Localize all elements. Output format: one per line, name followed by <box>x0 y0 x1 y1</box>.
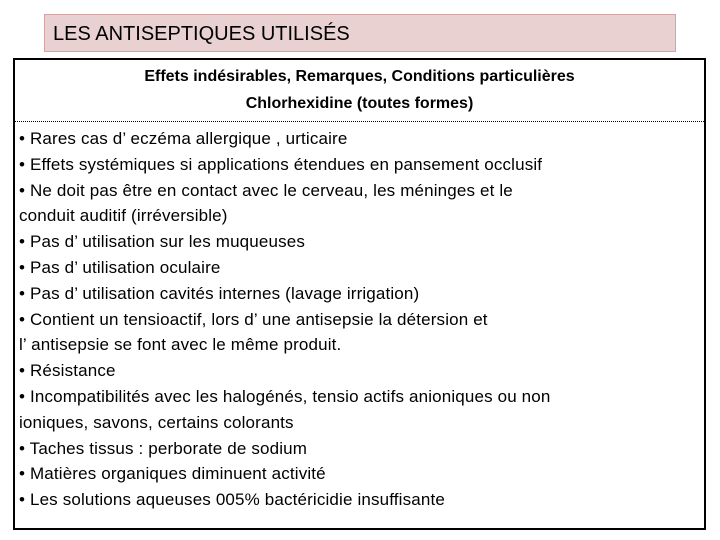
body-line: l’ antisepsie se font avec le même produit. <box>19 335 342 354</box>
body-line: • Contient un tensioactif, lors d’ une antisepsie la détersion et <box>19 310 488 329</box>
body-line: • Pas d’ utilisation sur les muqueuses <box>19 232 305 251</box>
info-table <box>13 58 706 530</box>
table-body <box>15 122 704 528</box>
body-line: conduit auditif (irréversible) <box>19 206 228 225</box>
body-line: • Les solutions aqueuses 005% bactéricidie insuffisante <box>19 490 445 509</box>
body-line: • Taches tissus : perborate de sodium <box>19 439 308 458</box>
body-line: • Pas d’ utilisation cavités internes (lavage irrigation) <box>19 284 420 303</box>
body-line: ioniques, savons, certains colorants <box>19 413 294 432</box>
table-header <box>15 60 704 122</box>
body-line: • Rares cas d’ eczéma allergique , urticaire <box>19 129 348 148</box>
body-line: • Effets systémiques si applications étendues en pansement occlusif <box>19 155 543 174</box>
title-banner <box>44 14 676 52</box>
body-line: • Pas d’ utilisation oculaire <box>19 258 221 277</box>
table-header-line-2: Chlorhexidine (toutes formes) <box>245 95 474 112</box>
table-header-line-1: Effets indésirables, Remarques, Conditions particulières <box>144 68 575 85</box>
body-line: • Résistance <box>19 361 116 380</box>
body-line: • Matières organiques diminuent activité <box>19 464 326 483</box>
page-title: LES ANTISEPTIQUES UTILISÉS <box>53 23 350 45</box>
body-line: • Ne doit pas être en contact avec le cerveau, les méninges et le <box>19 181 513 200</box>
body-line: • Incompatibilités avec les halogénés, tensio actifs anioniques ou non <box>19 387 551 406</box>
